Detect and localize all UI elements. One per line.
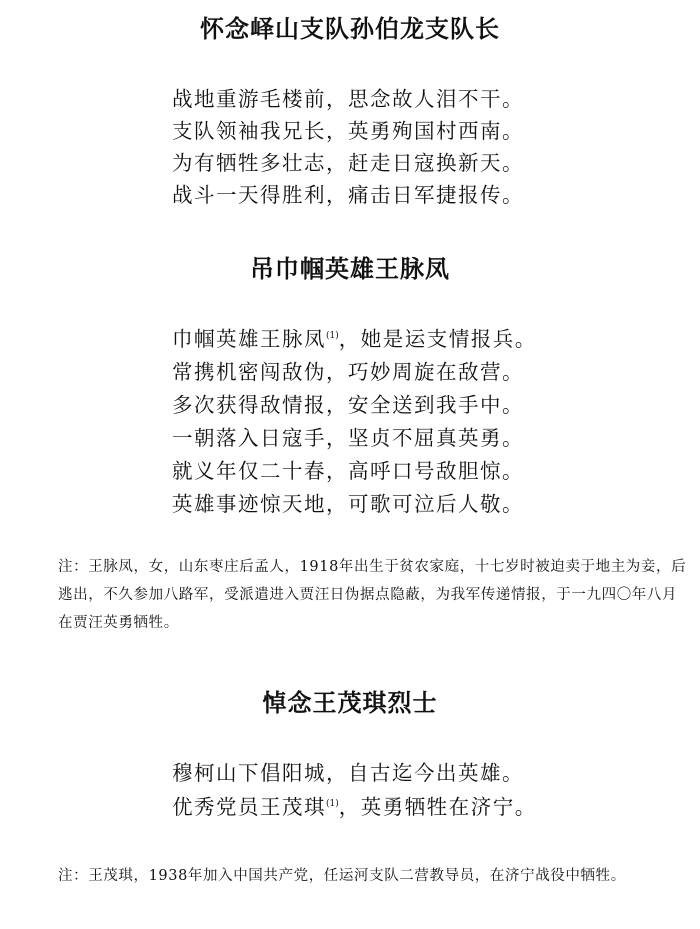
poem-title-sun-bolong: 怀念峄山支队孙伯龙支队长 bbox=[200, 15, 500, 43]
poem-title-wang-maifeng: 吊巾帼英雄王脉凤 bbox=[250, 255, 450, 283]
poem2-line-3: 多次获得敌情报，安全送到我手中。 bbox=[172, 393, 524, 417]
poem3-line-2-rest: ，英勇牺牲在济宁。 bbox=[338, 795, 537, 819]
poem2-line-1-rest: ，她是运支情报兵。 bbox=[338, 327, 537, 351]
poem2-line-1 bbox=[172, 326, 537, 352]
poem2-line-5: 就义年仅二十春，高呼口号敌胆惊。 bbox=[172, 459, 524, 483]
poem1-line-2: 支队领袖我兄长，英勇殉国村西南。 bbox=[172, 119, 524, 143]
poem3-line-2 bbox=[172, 794, 537, 820]
poem3-line-2-text: 优秀党员王茂琪 bbox=[172, 795, 326, 819]
poem2-line-6: 英雄事迹惊天地，可歌可泣后人敬。 bbox=[172, 492, 524, 516]
poem2-line-2: 常携机密闯敌伪，巧妙周旋在敌营。 bbox=[172, 360, 524, 384]
poem1-line-4: 战斗一天得胜利，痛击日军捷报传。 bbox=[172, 183, 524, 207]
poem1-line-1: 战地重游毛楼前，思念故人泪不干。 bbox=[172, 87, 524, 111]
poem2-line-1-text: 巾帼英雄王脉凤 bbox=[172, 327, 326, 351]
footnote-wang-maifeng: 注：王脉凤，女，山东枣庄后孟人，1918年出生于贫农家庭，十七岁时被迫卖于地主为妾，后逃出，不久参加八路军，受派遣进入贾汪日伪据点隐蔽，为我军传递情报，于一九四〇年八月在贾汪英勇牺牲。 bbox=[58, 559, 687, 631]
footnote-marker: (1) bbox=[326, 331, 339, 342]
poem3-line-1: 穆柯山下倡阳城，自古迄今出英雄。 bbox=[172, 761, 524, 785]
footnote-marker: (1) bbox=[326, 799, 339, 810]
footnote-wang-maoqi: 注：王茂琪，1938年加入中国共产党，任运河支队二营教导员，在济宁战役中牺牲。 bbox=[58, 868, 626, 884]
poem-title-wang-maoqi: 悼念王茂琪烈士 bbox=[262, 689, 438, 717]
poem2-line-4: 一朝落入日寇手，坚贞不屈真英勇。 bbox=[172, 426, 524, 450]
poem1-line-3: 为有牺牲多壮志，赶走日寇换新天。 bbox=[172, 151, 524, 175]
